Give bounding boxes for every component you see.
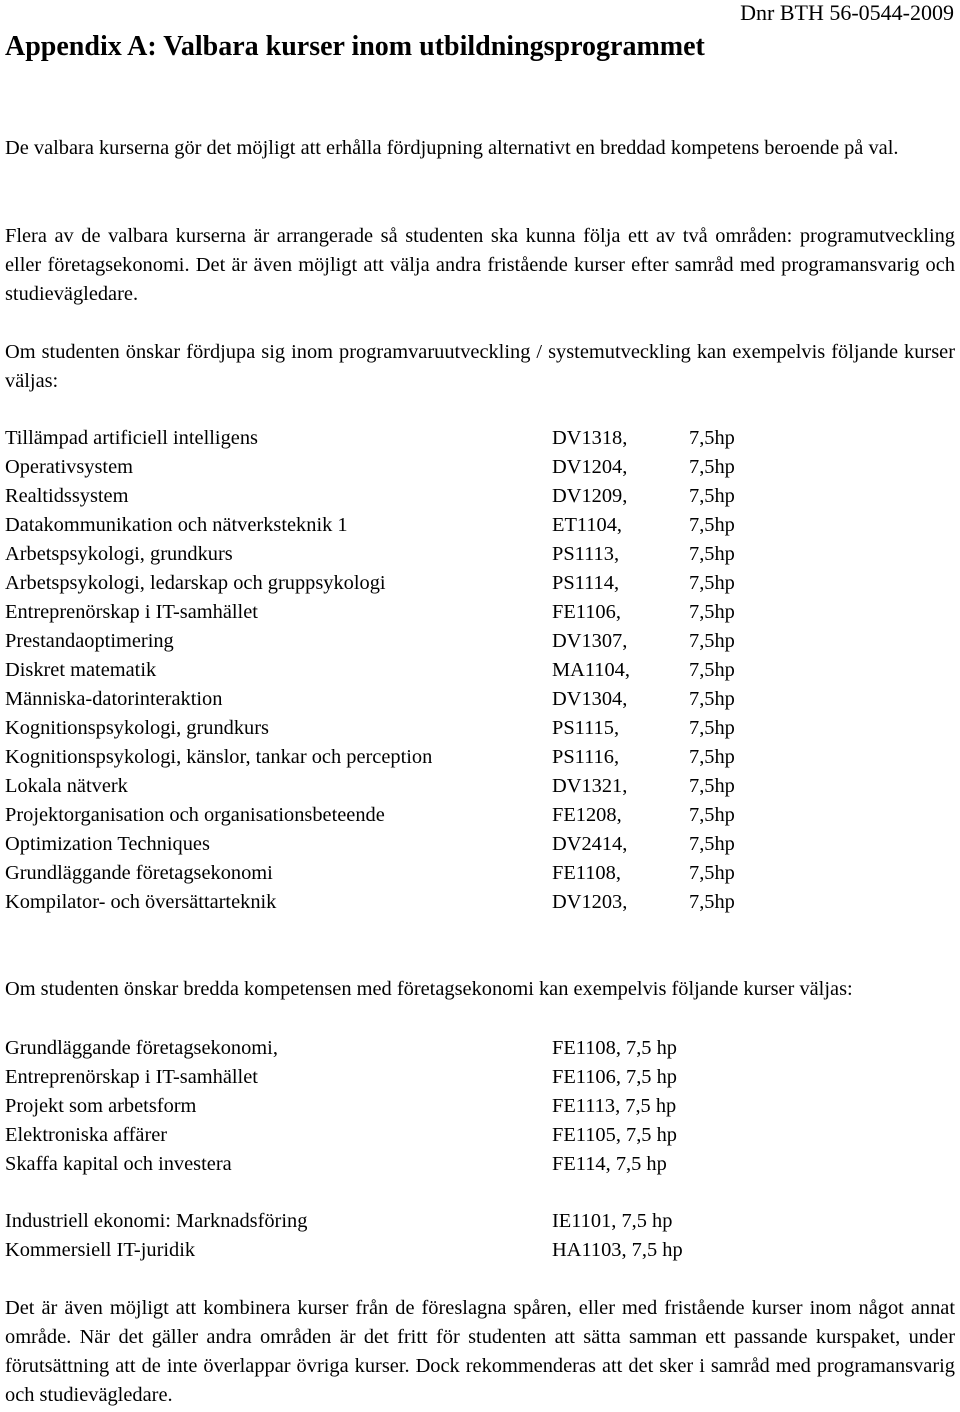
course-code: DV2414, <box>552 833 628 855</box>
course-code: MA1104, <box>552 659 630 681</box>
course-credits: 7,5hp <box>689 572 735 594</box>
course-code-credits: FE1106, 7,5 hp <box>552 1066 677 1088</box>
course-name: Kommersiell IT-juridik <box>5 1239 196 1261</box>
course-name: Projektorganisation och organisationsbeteende <box>5 804 385 826</box>
course-name: Operativsystem <box>5 456 133 478</box>
course-credits: 7,5hp <box>689 804 735 826</box>
course-row <box>5 743 960 772</box>
page-title: Appendix A: Valbara kurser inom utbildningsprogrammet <box>5 31 705 62</box>
course-row <box>5 540 960 569</box>
course-code-credits: IE1101, 7,5 hp <box>552 1210 673 1232</box>
intro-paragraph-2: Flera av de valbara kurserna är arrangerade så studenten ska kunna följa ett av två områden: programutveckling eller företagsekonomi. Det är även möjligt att välja andra fristående kurser efter samråd med programansvarig och studievägledare. <box>5 225 955 305</box>
course-name: Skaffa kapital och investera <box>5 1153 232 1175</box>
course-credits: 7,5hp <box>689 456 735 478</box>
course-code: FE1106, <box>552 601 621 623</box>
course-name: Projekt som arbetsform <box>5 1095 197 1117</box>
business-course-row <box>5 1207 960 1236</box>
course-row <box>5 714 960 743</box>
document-number: Dnr BTH 56-0544-2009 <box>740 0 954 25</box>
course-code: DV1209, <box>552 485 628 507</box>
course-credits: 7,5hp <box>689 659 735 681</box>
course-code: DV1203, <box>552 891 628 913</box>
course-code: FE1208, <box>552 804 622 826</box>
course-code-credits: FE1108, 7,5 hp <box>552 1037 677 1059</box>
course-code: DV1304, <box>552 688 628 710</box>
course-name: Prestandaoptimering <box>5 630 174 652</box>
course-code: ET1104, <box>552 514 623 536</box>
business-course-row <box>5 1236 960 1265</box>
business-course-row <box>5 1150 960 1179</box>
course-name: Entreprenörskap i IT-samhället <box>5 601 258 623</box>
business-course-row <box>5 1092 960 1121</box>
business-course-list-a <box>5 1034 960 1179</box>
course-name: Elektroniska affärer <box>5 1124 168 1146</box>
course-name: Entreprenörskap i IT-samhället <box>5 1066 258 1088</box>
course-code-credits: FE114, 7,5 hp <box>552 1153 667 1175</box>
course-credits: 7,5hp <box>689 514 735 536</box>
course-name: Grundläggande företagsekonomi, <box>5 1037 278 1059</box>
course-credits: 7,5hp <box>689 717 735 739</box>
course-credits: 7,5hp <box>689 862 735 884</box>
course-code: DV1321, <box>552 775 628 797</box>
course-name: Kompilator- och översättarteknik <box>5 891 277 913</box>
course-name: Kognitionspsykologi, grundkurs <box>5 717 269 739</box>
course-name: Tillämpad artificiell intelligens <box>5 427 258 449</box>
course-code: DV1318, <box>552 427 628 449</box>
course-credits: 7,5hp <box>689 775 735 797</box>
course-name: Industriell ekonomi: Marknadsföring <box>5 1210 308 1232</box>
course-row <box>5 859 960 888</box>
course-name: Datakommunikation och nätverksteknik 1 <box>5 514 348 536</box>
course-code: PS1113, <box>552 543 620 565</box>
course-row <box>5 569 960 598</box>
course-row <box>5 453 960 482</box>
course-credits: 7,5hp <box>689 601 735 623</box>
intro-paragraph-3: Om studenten önskar fördjupa sig inom programvaruutveckling / systemutveckling kan exempelvis följande kurser väljas: <box>5 341 955 392</box>
course-credits: 7,5hp <box>689 543 735 565</box>
course-code-credits: FE1113, 7,5 hp <box>552 1095 677 1117</box>
course-code: PS1116, <box>552 746 620 768</box>
course-row <box>5 598 960 627</box>
course-credits: 7,5hp <box>689 427 735 449</box>
course-row <box>5 482 960 511</box>
course-row <box>5 685 960 714</box>
course-code: PS1114, <box>552 572 620 594</box>
course-code-credits: HA1103, 7,5 hp <box>552 1239 683 1261</box>
course-credits: 7,5hp <box>689 688 735 710</box>
course-name: Kognitionspsykologi, känslor, tankar och perception <box>5 746 433 768</box>
course-name: Grundläggande företagsekonomi <box>5 862 273 884</box>
closing-paragraph: Det är även möjligt att kombinera kurser från de föreslagna spåren, eller med fristående kurser inom något annat område. När det gäller andra områden är det fritt för studenten att sätta samman ett passande kurspaket, under förutsättning att de inte överlappar övriga kurser. Dock rekommenderas att det sker i samråd med programansvarig och studievägledare. <box>5 1297 955 1406</box>
course-row <box>5 772 960 801</box>
course-name: Diskret matematik <box>5 659 157 681</box>
course-credits: 7,5hp <box>689 630 735 652</box>
course-row <box>5 830 960 859</box>
course-name: Realtidssystem <box>5 485 129 507</box>
course-row <box>5 888 960 917</box>
course-code-credits: FE1105, 7,5 hp <box>552 1124 677 1146</box>
course-credits: 7,5hp <box>689 833 735 855</box>
course-name: Människa-datorinteraktion <box>5 688 223 710</box>
business-course-row <box>5 1121 960 1150</box>
course-code: PS1115, <box>552 717 620 739</box>
course-name: Optimization Techniques <box>5 833 210 855</box>
course-credits: 7,5hp <box>689 746 735 768</box>
course-code: FE1108, <box>552 862 621 884</box>
course-row <box>5 656 960 685</box>
course-name: Lokala nätverk <box>5 775 128 797</box>
course-row <box>5 424 960 453</box>
business-course-list-b <box>5 1207 960 1265</box>
course-code: DV1307, <box>552 630 628 652</box>
business-course-row <box>5 1034 960 1063</box>
course-name: Arbetspsykologi, ledarskap och gruppsykologi <box>5 572 386 594</box>
business-intro-paragraph: Om studenten önskar bredda kompetensen med företagsekonomi kan exempelvis följande kurser väljas: <box>5 978 853 1000</box>
software-course-list <box>5 424 960 917</box>
course-row <box>5 801 960 830</box>
intro-paragraph-1: De valbara kurserna gör det möjligt att erhålla fördjupning alternativt en breddad kompetens beroende på val. <box>5 137 899 159</box>
course-row <box>5 627 960 656</box>
course-credits: 7,5hp <box>689 485 735 507</box>
course-row <box>5 511 960 540</box>
course-name: Arbetspsykologi, grundkurs <box>5 543 233 565</box>
course-credits: 7,5hp <box>689 891 735 913</box>
course-code: DV1204, <box>552 456 628 478</box>
business-course-row <box>5 1063 960 1092</box>
